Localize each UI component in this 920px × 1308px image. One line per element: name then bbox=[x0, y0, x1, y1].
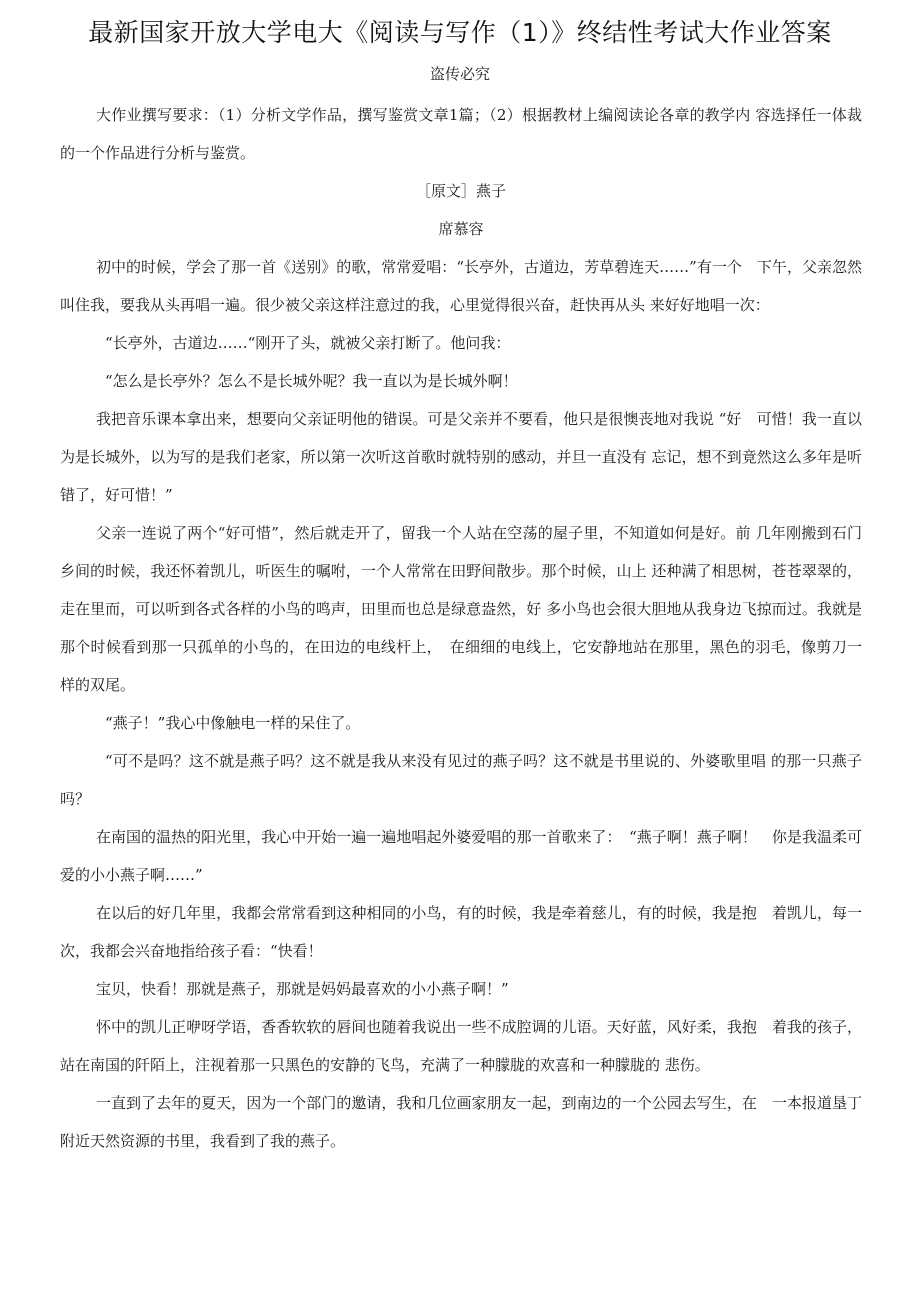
paragraph: 我把音乐课本拿出来，想要向父亲证明他的错误。可是父亲并不要看，他只是很懊丧地对我说 “好 可惜！我一直以为是长城外，以为写的是我们老家，所以第一次听这首歌时就特别的感动，并旦一直没有 忘记，想不到竟然这么多年是听错了，好可惜！” bbox=[60, 410, 862, 504]
assignment-requirements: 大作业撰写要求：（1）分析文学作品，撰写鉴赏文章1篇；（2）根据教材上编阅读论各章的教学内 容选择任一体裁的一个作品进行分析与鉴赏。 bbox=[60, 106, 862, 162]
original-text-heading: ［原文］燕子 bbox=[415, 182, 506, 200]
paragraph: 在以后的好几年里，我都会常常看到这种相同的小鸟，有的时候，我是牵着慈儿，有的时候，我是抱 着凯儿，每一次，我都会兴奋地指给孩子看：“快看！ bbox=[60, 904, 862, 960]
paragraph: 初中的时候，学会了那一首《送别》的歌，常常爱唱：“长亭外，古道边，芳草碧连天……”有一个 下午，父亲忽然叫住我，要我从头再唱一遍。很少被父亲这样注意过的我，心里觉得很兴奋，赶快再从头 来好好地唱一次： bbox=[60, 258, 862, 314]
document-subtitle: 盗传必究 bbox=[429, 65, 490, 83]
paragraph: “怎么是长亭外？怎么不是长城外呢？我一直以为是长城外啊！ bbox=[105, 372, 518, 390]
document-title: 最新国家开放大学电大《阅读与写作（1）》终结性考试大作业答案 bbox=[88, 18, 832, 47]
paragraph: “可不是吗？这不就是燕子吗？这不就是我从来没有见过的燕子吗？这不就是书里说的、外婆歌里唱 的那一只燕子吗？ bbox=[60, 752, 862, 808]
paragraph: 宝贝，快看！那就是燕子，那就是妈妈最喜欢的小小燕子啊！” bbox=[96, 980, 509, 998]
paragraph: 父亲一连说了两个“好可惜”，然后就走开了，留我一个人站在空荡的屋子里，不知道如何是好。前 几年刚搬到石门乡间的时候，我还怀着凯儿，听医生的嘱咐，一个人常常在田野间散步。那个时候，山上 还种满了相思树，苍苍翠翠的，走在里而，可以听到各式各样的小鸟的鸣声，田里而也总是绿意盎然，好 多小鸟也会很大胆地从我身边飞掠而过。我就是那个时候看到那一只孤单的小鸟的，在田边的电线杆上， 在细细的电线上，它安静地站在那里，黑色的羽毛，像剪刀一样的双尾。 bbox=[60, 524, 862, 694]
paragraph: 一直到了去年的夏天，因为一个部门的邀请，我和几位画家朋友一起，到南边的一个公园去写生，在 一本报道垦丁附近天然资源的书里，我看到了我的燕子。 bbox=[60, 1094, 862, 1150]
paragraph: “长亭外，古道边……“刚开了头，就被父亲打断了。他问我： bbox=[105, 334, 511, 352]
paragraph: “燕子！”我心中像触电一样的呆住了。 bbox=[105, 714, 361, 732]
paragraph: 怀中的凯儿正咿呀学语，香香软软的唇间也随着我说出一些不成腔调的儿语。天好蓝，风好柔，我抱 着我的孩子，站在南国的阡陌上，注视着那一只黑色的安静的飞鸟，充满了一种朦胧的欢喜和一种朦胧的 悲伤。 bbox=[60, 1018, 862, 1074]
document-body bbox=[60, 96, 862, 1160]
author-name: 席慕容 bbox=[438, 220, 484, 238]
paragraph: 在南国的温热的阳光里，我心中开始一遍一遍地唱起外婆爱唱的那一首歌来了： “燕子啊！燕子啊！ 你是我温柔可爱的小小燕子啊……” bbox=[60, 828, 862, 884]
